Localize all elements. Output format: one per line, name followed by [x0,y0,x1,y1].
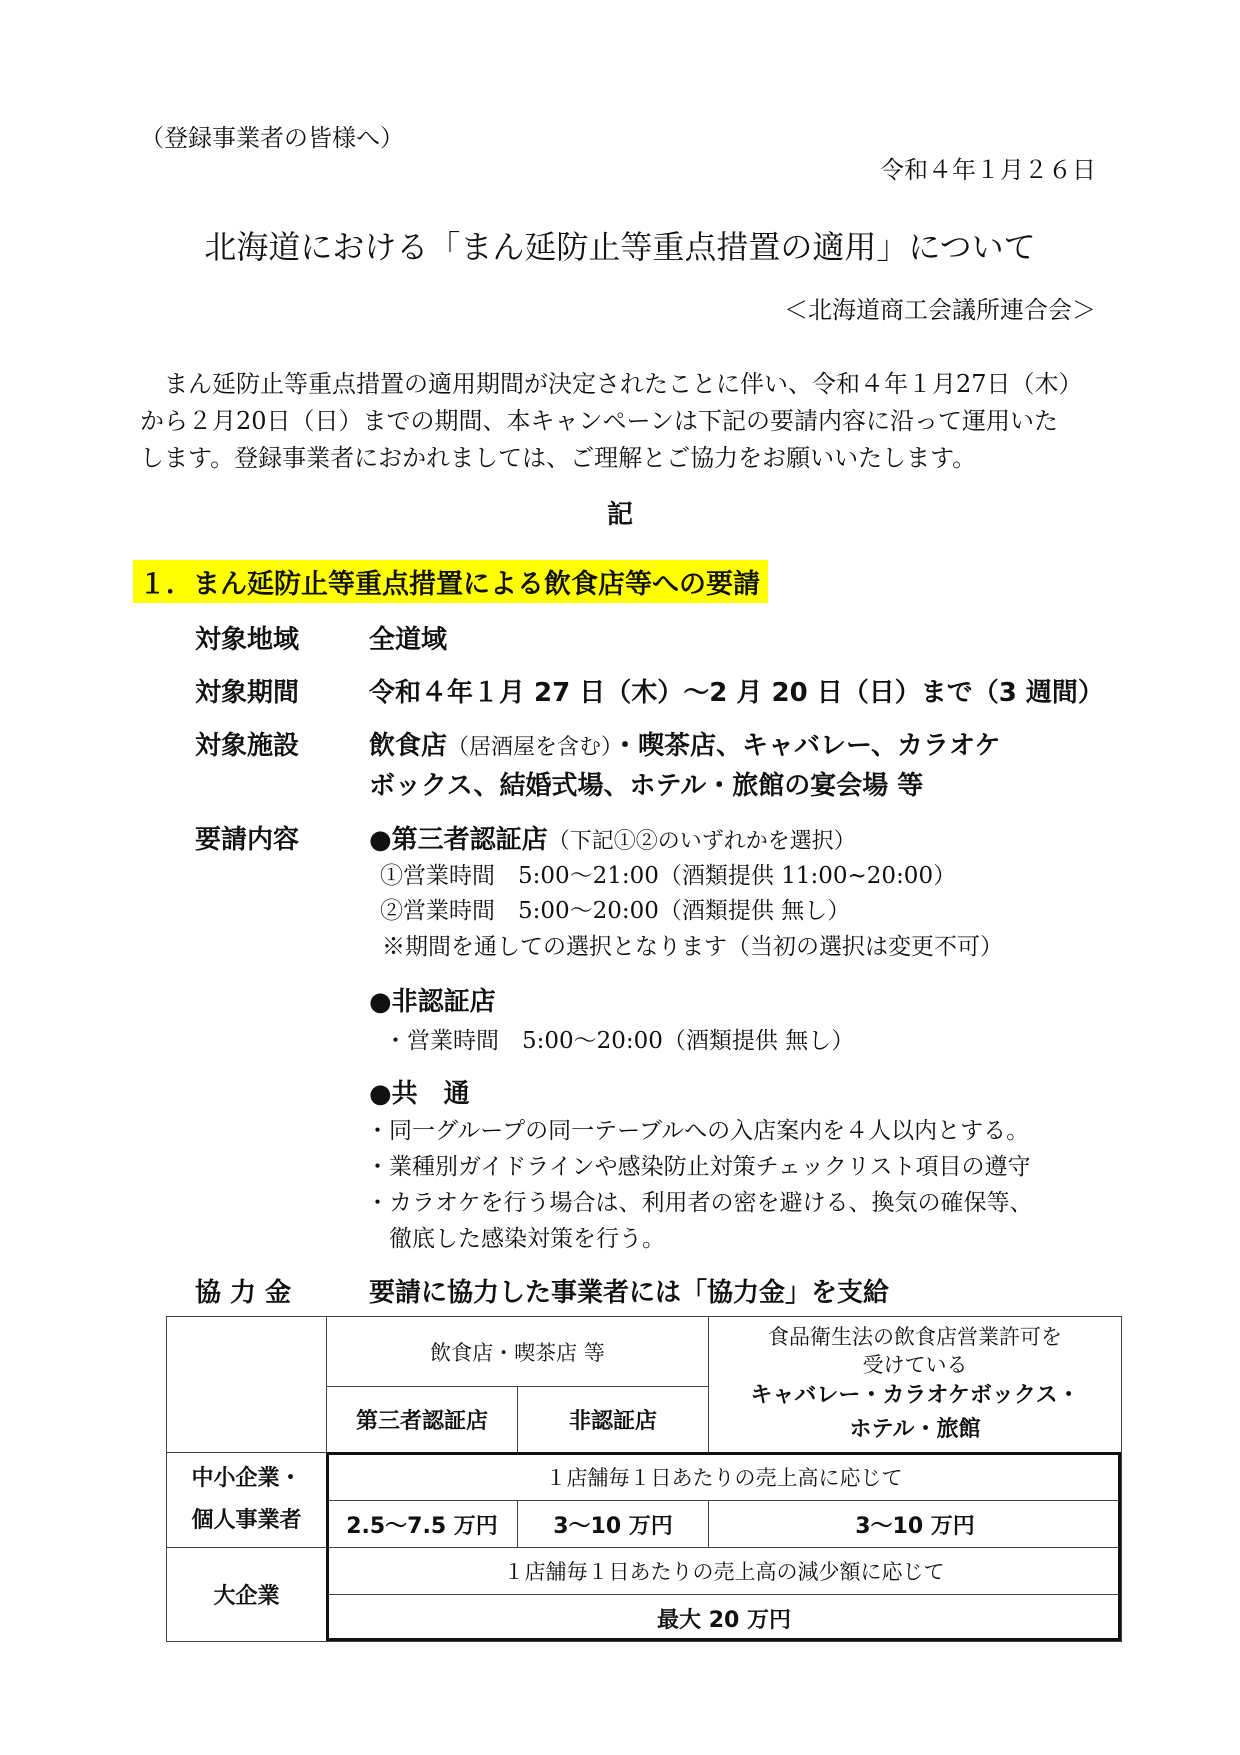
common-item: ・同一グループの同一テーブルへの入店案内を４人以内とする。 [366,1118,1030,1144]
intro-line: から２月20日（日）までの期間、本キャンペーンは下記の要請内容に沿って運用いた [140,407,1059,435]
addressee: （登録事業者の皆様へ） [140,124,404,152]
organization: ＜北海道商工会議所連合会＞ [784,296,1096,324]
col-other-1: キャバレー・カラオケボックス・ [750,1382,1080,1408]
col-noncert: 非認証店 [518,1387,709,1453]
common-item: 徹底した感染対策を行う。 [366,1226,665,1252]
request-label: 要請内容 [195,825,300,855]
col-other-2: ホテル・旅館 [849,1416,981,1442]
certified-note: （下記①②のいずれかを選択） [547,829,856,854]
sme-noncert-amount: 3～10 万円 [518,1501,709,1548]
sme-certified-amount: 2.5～7.5 万円 [327,1501,518,1548]
col-certified: 第三者認証店 [327,1387,518,1453]
row-large: 大企業 [167,1548,327,1642]
certified-title: ●第三者認証店 [369,825,548,855]
sme-basis: １店舗毎１日あたりの売上高に応じて [327,1453,1122,1501]
facility-note: （居酒屋を含む） [447,735,613,760]
col-other-note-1: 食品衛生法の飲食店営業許可を [768,1324,1062,1349]
coop-label: 協 力 金 [195,1278,292,1308]
certified-heading [369,819,856,856]
cooperation-fee-table [166,1316,1122,1642]
area-label: 対象地域 [195,625,300,655]
common-item: ・業種別ガイドラインや感染防止対策チェックリスト項目の遵守 [366,1154,1031,1180]
intro-line: まん延防止等重点措置の適用期間が決定されたことに伴い、令和４年１月27日（木） [164,370,1083,398]
certified-item: ※期間を通しての選択となります（当初の選択は変更不可） [382,934,1003,960]
section-heading: １．まん延防止等重点措置による飲食店等への要請 [133,560,768,603]
common-item: ・カラオケを行う場合は、利用者の密を避ける、換気の確保等、 [366,1190,1033,1216]
intro-line: します。登録事業者におかれましては、ご理解とご協力をお願いいたします。 [140,444,977,472]
facility-value-line2: ボックス、結婚式場、ホテル・旅館の宴会場 等 [369,771,924,801]
table-corner-cell [167,1317,327,1453]
area-value: 全道域 [369,625,448,655]
coop-value: 要請に協力した事業者には「協力金」を支給 [369,1278,890,1308]
col-group-restaurant: 飲食店・喫茶店 等 [327,1317,709,1387]
common-heading: ●共 通 [369,1079,470,1109]
facility-restaurant: 飲食店 [369,731,448,761]
col-other-note-2: 受けている [862,1352,968,1377]
intro-paragraph [140,366,1100,477]
ki-mark: 記 [606,500,633,530]
document-date: 令和４年１月２６日 [880,156,1096,184]
large-amount: 最大 20 万円 [327,1595,1122,1642]
period-value: 令和４年１月 27 日（木）～2 月 20 日（日）まで（3 週間） [369,678,1104,708]
large-basis: １店舗毎１日あたりの売上高の減少額に応じて [327,1548,1122,1595]
facility-value [369,725,1000,762]
certified-item: ②営業時間 5:00～20:00（酒類提供 無し） [380,898,851,924]
period-label: 対象期間 [195,678,300,708]
sme-other-amount: 3～10 万円 [709,1501,1122,1548]
noncert-item: ・営業時間 5:00～20:00（酒類提供 無し） [384,1028,855,1054]
document-title: 北海道における「まん延防止等重点措置の適用」について [204,228,1036,266]
row-sme-1: 中小企業・ [191,1466,302,1491]
noncert-heading: ●非認証店 [369,987,496,1017]
facility-rest: ・喫茶店、キャバレー、カラオケ [612,731,1001,761]
row-sme-header [167,1453,327,1548]
certified-item: ①営業時間 5:00～21:00（酒類提供 11:00~20:00） [380,863,957,889]
col-other-header [709,1317,1122,1453]
facility-label: 対象施設 [195,731,300,761]
row-sme-2: 個人事業者 [191,1508,302,1533]
